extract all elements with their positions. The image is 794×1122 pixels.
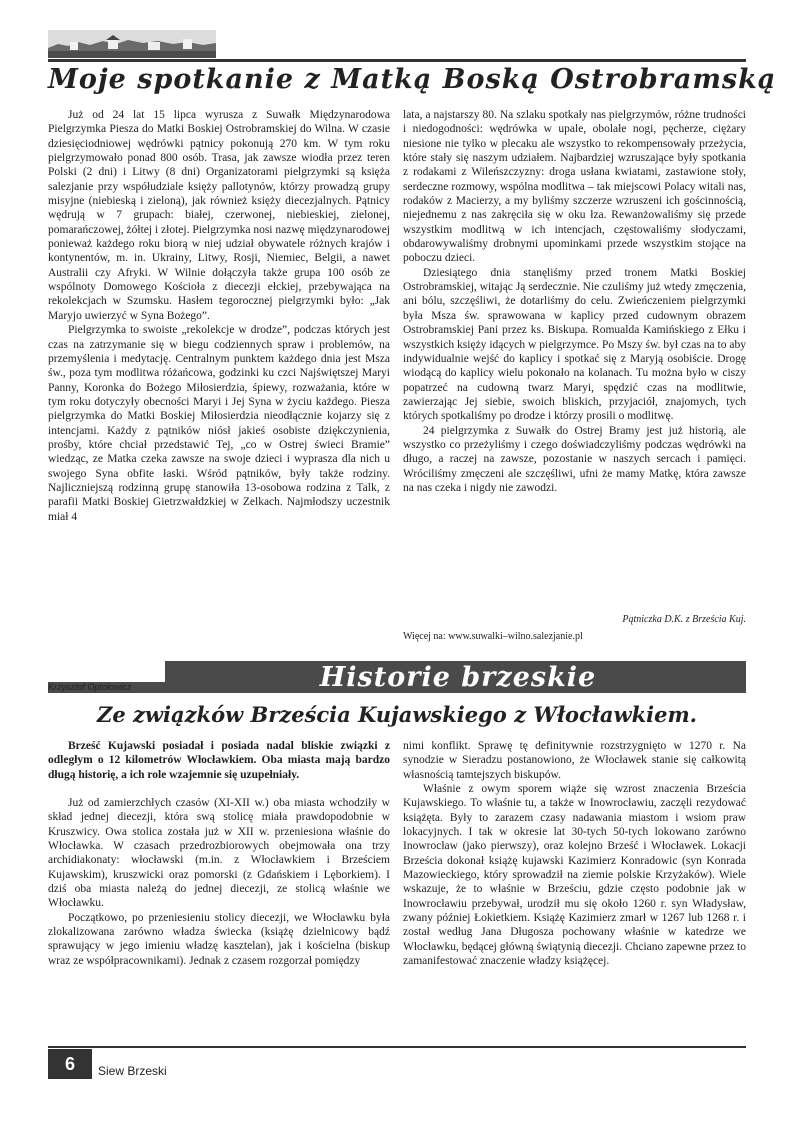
paragraph: Właśnie z owym sporem wiąże się wzrost znaczenia Brześcia Kujawskiego. To właśnie tu, a także w Inowrocławiu, zaczęli rezydować książęta. Były to zarazem czasy nadawania miastom i wsiom praw lokacyjnych. I tak w okresie lat 30-tych 50-tych lokowano zarówno Inowrocław (jako pierwszy), oraz kolejno Brześć i Włocławek. Lokacji Brześcia dokonał książę kujawski Kazimierz Konradowic (syn Konrada Mazowieckiego, który sprowadził na ziemie polskie Krzyżaków). Wiele wskazuje, że to właśnie w Brześciu, gdzie często podobnie jak w Inowrocławiu przebywał, urodził mu się około 1260 r. syn Władysław, zwany później Łokietkiem. Książę Kazimierz zmarł w 1267 lub 1268 r. i został według Jana Długosza pochowany właśnie w katedrze we Włocławku, będącej główną świątynią diecezji. Chciano zapewne przez to zamanifestować znaczenie władzy książęcej. (403, 783, 746, 968)
paragraph: 24 pielgrzymka z Suwałk do Ostrej Bramy jest już historią, ale wszystko co przeżyliśmy i czego doświadczyliśmy podczas wędrówki na długo, a raczej na zawsze, pozostanie w naszych sercach i pamięci. Wróciliśmy zmęczeni ale szczęśliwi, ufni że mamy Matkę, która zawsze na nas czeka i nigdy nie zawodzi. (403, 424, 746, 494)
article-signature: Pątniczka D.K. z Brześcia Kuj. (622, 614, 746, 625)
paragraph: Początkowo, po przeniesieniu stolicy diecezji, we Włocławku była zlokalizowana zarówno władza świecka (książę dzielnicowy bądź sprawujący w jego imieniu władzę kasztelan), jak i kościelna (biskup wraz ze współpracownikami). Jednak z czasem rozgorzał pomiędzy (48, 911, 390, 967)
article2-column-2 (403, 739, 746, 1045)
more-info-link[interactable]: Więcej na: www.suwalki–wilno.salezjanie.pl (403, 631, 583, 642)
header-town-photo (48, 30, 216, 58)
article2-column-1 (48, 739, 390, 1045)
footer-rule (48, 1046, 746, 1048)
publication-name: Siew Brzeski (98, 1064, 167, 1078)
section-title: Historie brzeskie (319, 662, 597, 693)
header-rule (48, 59, 746, 62)
town-skyline-image (48, 30, 216, 58)
paragraph: Już od zamierzchłych czasów (XI-XII w.) oba miasta wchodziły w skład jednej diecezji, która swą stolicę miała prawdopodobnie w Kruszwicy. Owa stolica została już w XII w. przeniesiona właśnie do Włocławka. W czasach przedrozbiorowych obejmowała ona trzy archidiakonaty: włocławski (m.in. z Włocławkiem i Brześciem Kujawskim), kruszwicki oraz pomorski (z Gdańskiem i Lęborkiem). I dziś oba miasta należą do jednej diecezji, ze stolicą właśnie we Włocławku. (48, 797, 390, 910)
article1-column-1 (48, 108, 390, 654)
paragraph: Już od 24 lat 15 lipca wyrusza z Suwałk Międzynarodowa Pielgrzymka Piesza do Matki Boskiej Ostrobramskiej do Wilna. W czasie dziesięciodniowej wędrówki pątnicy pokonują 270 km. W tym roku pielgrzymowało ponad 800 osób. Trasa, jak zawsze wiodła przez teren Polski (2 dni) i Litwy (8 dni) Organizatorami pielgrzymki są księża salezjanie przy współudziale księży pallotynów, którzy prowadzą grupy misyjne (niebieską i zieloną), jak również księży diecezjalnych. Pątnicy wędrują w 7 grupach: białej, czerwonej, niebieskiej, zielonej, pomarańczowej, żółtej i złotej. Pielgrzymka nosi nazwę międzynarodowej ponieważ każdego roku biorą w niej udział obywatele różnych krajów i kontynentów, m. in. Ukrainy, Litwy, Rosji, Niemiec, Belgii, a nawet Australii czy Afryki. W Wilnie dołączyła także grupa 100 osób ze wspólnoty Domowego Kościoła z diecezji ełckiej, przebywająca na rekolekcjach w Szumsku. Hasłem tegorocznej pielgrzymki było: „Jak Maryjo uwierzyć w Syna Bożego”. (48, 109, 390, 322)
paragraph: lata, a najstarszy 80. Na szlaku spotkały nas pielgrzymów, różne trudności i niedogodności: wędrówka w upale, obolałe nogi, pęcherze, ciężary niesione nie tylko w plecaku ale wszystko to rekompensowały przeżycia, które stały się naszym udziałem. Najbardziej wzruszające były spotkania z rodakami z Wileńszczyzny: droga usłana kwiatami, zastawione stoły, serdeczne rozmowy, wspólna modlitwa – tak miejscowi Polacy witali nas, rodaków z Macierzy, a my byliśmy szczerze wzruszeni ich gościnnością, niejednemu z nas zakręciła się w oku łza. Rewanżowaliśmy się przede wszystkim modlitwą w ich intencjach, częstowaliśmy słodyczami, obdarowywaliśmy drobnymi upominkami przede wszystkim stojące na poboczu dzieci. (403, 109, 746, 265)
article1-column-2 (403, 108, 746, 628)
article-title: Moje spotkanie z Matką Boską Ostrobramską (48, 64, 777, 95)
page-number: 6 (48, 1049, 92, 1079)
paragraph: nimi konflikt. Sprawę tę definitywnie rozstrzygnięto w 1270 r. Na synodzie w Sieradzu postanowiono, że Włocławek stanie się całkowitą własnością tamtejszych biskupów. (403, 740, 746, 781)
author-box (48, 661, 165, 682)
paragraph: Dziesiątego dnia stanęliśmy przed tronem Matki Boskiej Ostrobramskiej, witając Ją serdecznie. Nie czuliśmy już wtedy zmęczenia, ani bólu, szczęśliwi, że dotarliśmy do celu. Zwieńczeniem pielgrzymki była Msza św. sprawowana w kaplicy przed cudownym obrazem Ostrobramskiej Pani przez ks. Biskupa. Romualda Kamińskiego z Ełku i wszystkich księży idących w pielgrzymce. Po Mszy św. był czas na to aby indywidualnie wejść do kaplicy i spotkać się z Maryją osobiście. Drogę wiodącą do kaplicy wielu pokonało na kolanach. Tu można było w ciszy popatrzeć na cudowną twarz Maryi, spędzić czas na modlitwie, zawierzając Jej siebie, swoich bliskich, przyjaciół, znajomych, tych których spotkaliśmy po drodze i którzy prosili o modlitwę. (403, 266, 746, 423)
article-subtitle: Ze związków Brześcia Kujawskiego z Włocławkiem. (97, 702, 697, 727)
paragraph: Pielgrzymka to swoiste „rekolekcje w drodze”, podczas których jest czas na zatrzymanie się w biegu codziennych spraw i problemów, na przemyślenia i medytację. Centralnym punktem każdego dnia jest Msza św., poza tym modlitwa różańcowa, godzinki ku czci Najświętszej Maryi Panny, Koronka do Bożego Miłosierdzia, śpiewy, rozważania, które w tym roku dotyczyły obecności Maryi i Jej Syna w życiu każdego. Piesza pielgrzymka do Matki Boskiej Miłosierdzia nieodłącznie kojarzy się z intencjami. Każdy z pątników niósł jakieś osobiste dziękczynienia, prośby, które chciał przedstawić Tej, „co w Ostrej świeci Bramie” wiedząc, ze Matka czeka zawsze na swoje dzieci i wyprasza dla nich u swojego Syna obfite łaski. Wśród pątników, były także rodziny. Najliczniejszą rodzinną grupę stanowiła 13-osobowa rodzina z Talk, z parafii Matki Boskiej Gietrzwałdzkiej w Zelkach. Najmłodszy uczestnik miał 4 (48, 324, 390, 523)
lead-paragraph: Brześć Kujawski posiadał i posiada nadal bliskie związki z odległym o 12 kilometrów Włocławkiem. Oba miasta mają bardzo długą historię, a ich role wzajemnie się uzupełniały. (48, 740, 390, 781)
author-name: Krzysztof Optołowicz (48, 682, 132, 692)
spacer (48, 782, 390, 796)
